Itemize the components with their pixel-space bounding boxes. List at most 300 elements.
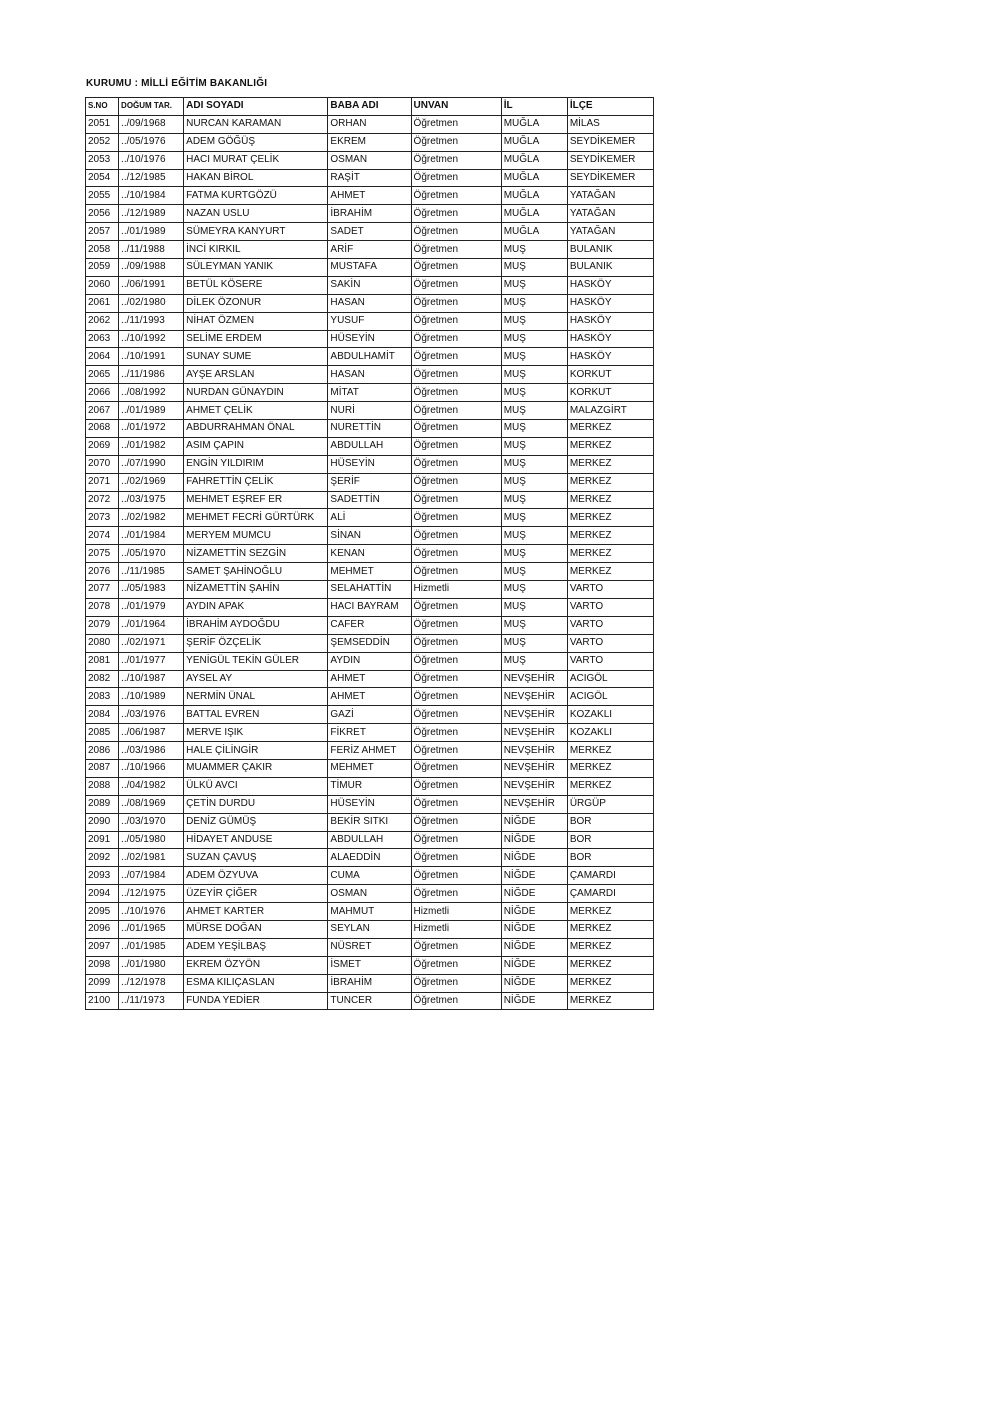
cell-title: Öğretmen bbox=[411, 706, 501, 724]
cell-province: NİĞDE bbox=[501, 956, 567, 974]
cell-title: Öğretmen bbox=[411, 276, 501, 294]
cell-birth-date: ../11/1993 bbox=[119, 312, 184, 330]
cell-district: VARTO bbox=[567, 634, 653, 652]
cell-father-name: CUMA bbox=[328, 867, 411, 885]
cell-sno: 2056 bbox=[86, 205, 119, 223]
cell-province: NEVŞEHİR bbox=[501, 742, 567, 760]
cell-father-name: NURETTİN bbox=[328, 420, 411, 438]
cell-sno: 2068 bbox=[86, 420, 119, 438]
cell-full-name: FUNDA YEDİER bbox=[184, 992, 328, 1010]
cell-province: MUŞ bbox=[501, 545, 567, 563]
cell-full-name: ÇETİN DURDU bbox=[184, 795, 328, 813]
cell-district: MERKEZ bbox=[567, 563, 653, 581]
cell-full-name: MERVE IŞIK bbox=[184, 724, 328, 742]
page-title: KURUMU : MİLLİ EĞİTİM BAKANLIĞI bbox=[86, 78, 268, 89]
cell-sno: 2095 bbox=[86, 903, 119, 921]
cell-province: MUŞ bbox=[501, 598, 567, 616]
cell-sno: 2067 bbox=[86, 402, 119, 420]
cell-district: MERKEZ bbox=[567, 420, 653, 438]
cell-sno: 2063 bbox=[86, 330, 119, 348]
column-header-province: İL bbox=[501, 98, 567, 116]
cell-full-name: ABDURRAHMAN ÖNAL bbox=[184, 420, 328, 438]
cell-father-name: OSMAN bbox=[328, 885, 411, 903]
cell-sno: 2097 bbox=[86, 938, 119, 956]
column-header-full-name: ADI SOYADI bbox=[184, 98, 328, 116]
cell-district: MERKEZ bbox=[567, 455, 653, 473]
cell-sno: 2099 bbox=[86, 974, 119, 992]
cell-birth-date: ../11/1985 bbox=[119, 563, 184, 581]
cell-sno: 2058 bbox=[86, 241, 119, 259]
cell-birth-date: ../10/1976 bbox=[119, 151, 184, 169]
cell-father-name: AHMET bbox=[328, 670, 411, 688]
cell-sno: 2079 bbox=[86, 616, 119, 634]
cell-district: BOR bbox=[567, 849, 653, 867]
cell-district: BOR bbox=[567, 813, 653, 831]
cell-father-name: AYDIN bbox=[328, 652, 411, 670]
cell-province: MUŞ bbox=[501, 581, 567, 599]
cell-title: Öğretmen bbox=[411, 956, 501, 974]
cell-full-name: İBRAHİM AYDOĞDU bbox=[184, 616, 328, 634]
cell-province: MUŞ bbox=[501, 330, 567, 348]
cell-district: KOZAKLI bbox=[567, 706, 653, 724]
cell-district: MERKEZ bbox=[567, 545, 653, 563]
cell-birth-date: ../01/1989 bbox=[119, 402, 184, 420]
cell-province: MUŞ bbox=[501, 402, 567, 420]
cell-father-name: HASAN bbox=[328, 366, 411, 384]
cell-district: HASKÖY bbox=[567, 276, 653, 294]
table-row bbox=[86, 581, 654, 599]
table-row bbox=[86, 294, 654, 312]
cell-father-name: TUNCER bbox=[328, 992, 411, 1010]
cell-birth-date: ../01/1972 bbox=[119, 420, 184, 438]
cell-province: MUŞ bbox=[501, 437, 567, 455]
cell-full-name: AYŞE ARSLAN bbox=[184, 366, 328, 384]
cell-birth-date: ../01/1984 bbox=[119, 527, 184, 545]
cell-birth-date: ../09/1988 bbox=[119, 259, 184, 277]
cell-title: Öğretmen bbox=[411, 885, 501, 903]
cell-province: NEVŞEHİR bbox=[501, 795, 567, 813]
cell-sno: 2091 bbox=[86, 831, 119, 849]
cell-district: MERKEZ bbox=[567, 920, 653, 938]
cell-province: NİĞDE bbox=[501, 992, 567, 1010]
cell-birth-date: ../09/1968 bbox=[119, 115, 184, 133]
cell-full-name: NİHAT ÖZMEN bbox=[184, 312, 328, 330]
cell-full-name: AHMET ÇELİK bbox=[184, 402, 328, 420]
cell-district: SEYDİKEMER bbox=[567, 133, 653, 151]
cell-birth-date: ../05/1980 bbox=[119, 831, 184, 849]
cell-title: Öğretmen bbox=[411, 294, 501, 312]
cell-father-name: SEYLAN bbox=[328, 920, 411, 938]
cell-sno: 2054 bbox=[86, 169, 119, 187]
cell-full-name: DENİZ GÜMÜŞ bbox=[184, 813, 328, 831]
cell-sno: 2082 bbox=[86, 670, 119, 688]
cell-district: HASKÖY bbox=[567, 330, 653, 348]
cell-title: Öğretmen bbox=[411, 491, 501, 509]
cell-father-name: ABDULHAMİT bbox=[328, 348, 411, 366]
cell-title: Öğretmen bbox=[411, 384, 501, 402]
cell-sno: 2086 bbox=[86, 742, 119, 760]
cell-district: MERKEZ bbox=[567, 903, 653, 921]
table-row bbox=[86, 205, 654, 223]
cell-sno: 2098 bbox=[86, 956, 119, 974]
cell-title: Öğretmen bbox=[411, 402, 501, 420]
cell-birth-date: ../01/1977 bbox=[119, 652, 184, 670]
cell-father-name: MUSTAFA bbox=[328, 259, 411, 277]
table-row bbox=[86, 259, 654, 277]
cell-full-name: ADEM YEŞİLBAŞ bbox=[184, 938, 328, 956]
table-row bbox=[86, 634, 654, 652]
cell-district: MİLAS bbox=[567, 115, 653, 133]
table-row bbox=[86, 151, 654, 169]
cell-full-name: SUZAN ÇAVUŞ bbox=[184, 849, 328, 867]
cell-full-name: SELİME ERDEM bbox=[184, 330, 328, 348]
cell-father-name: ALİ bbox=[328, 509, 411, 527]
table-header bbox=[86, 98, 654, 116]
cell-district: YATAĞAN bbox=[567, 223, 653, 241]
table-row bbox=[86, 187, 654, 205]
cell-district: HASKÖY bbox=[567, 312, 653, 330]
cell-sno: 2085 bbox=[86, 724, 119, 742]
cell-birth-date: ../01/1982 bbox=[119, 437, 184, 455]
cell-full-name: NURCAN KARAMAN bbox=[184, 115, 328, 133]
cell-birth-date: ../03/1986 bbox=[119, 742, 184, 760]
table-row bbox=[86, 652, 654, 670]
cell-full-name: ESMA KILIÇASLAN bbox=[184, 974, 328, 992]
table-row bbox=[86, 598, 654, 616]
cell-district: ÜRGÜP bbox=[567, 795, 653, 813]
cell-province: MUŞ bbox=[501, 527, 567, 545]
table-row bbox=[86, 795, 654, 813]
cell-sno: 2077 bbox=[86, 581, 119, 599]
cell-birth-date: ../08/1969 bbox=[119, 795, 184, 813]
cell-birth-date: ../12/1985 bbox=[119, 169, 184, 187]
cell-father-name: İBRAHİM bbox=[328, 205, 411, 223]
cell-full-name: NİZAMETTİN ŞAHİN bbox=[184, 581, 328, 599]
cell-full-name: BETÜL KÖSERE bbox=[184, 276, 328, 294]
cell-district: VARTO bbox=[567, 598, 653, 616]
column-header-sno: S.NO bbox=[86, 98, 119, 116]
cell-province: NEVŞEHİR bbox=[501, 759, 567, 777]
column-header-district: İLÇE bbox=[567, 98, 653, 116]
cell-birth-date: ../02/1971 bbox=[119, 634, 184, 652]
table-row bbox=[86, 885, 654, 903]
cell-title: Öğretmen bbox=[411, 187, 501, 205]
cell-title: Öğretmen bbox=[411, 563, 501, 581]
cell-father-name: HASAN bbox=[328, 294, 411, 312]
cell-district: YATAĞAN bbox=[567, 187, 653, 205]
table-row bbox=[86, 509, 654, 527]
cell-title: Öğretmen bbox=[411, 616, 501, 634]
cell-father-name: OSMAN bbox=[328, 151, 411, 169]
cell-sno: 2080 bbox=[86, 634, 119, 652]
cell-full-name: YENİGÜL TEKİN GÜLER bbox=[184, 652, 328, 670]
cell-full-name: SÜMEYRA KANYURT bbox=[184, 223, 328, 241]
cell-birth-date: ../05/1970 bbox=[119, 545, 184, 563]
cell-father-name: ŞEMSEDDİN bbox=[328, 634, 411, 652]
table-row bbox=[86, 348, 654, 366]
cell-district: BOR bbox=[567, 831, 653, 849]
table-row bbox=[86, 759, 654, 777]
cell-birth-date: ../10/1966 bbox=[119, 759, 184, 777]
cell-father-name: HACI BAYRAM bbox=[328, 598, 411, 616]
table-row bbox=[86, 402, 654, 420]
cell-birth-date: ../03/1976 bbox=[119, 706, 184, 724]
cell-father-name: TİMUR bbox=[328, 777, 411, 795]
cell-title: Öğretmen bbox=[411, 759, 501, 777]
cell-full-name: FATMA KURTGÖZÜ bbox=[184, 187, 328, 205]
cell-province: NİĞDE bbox=[501, 885, 567, 903]
cell-full-name: SUNAY SUME bbox=[184, 348, 328, 366]
cell-district: MERKEZ bbox=[567, 938, 653, 956]
cell-district: VARTO bbox=[567, 616, 653, 634]
cell-birth-date: ../04/1982 bbox=[119, 777, 184, 795]
cell-district: VARTO bbox=[567, 652, 653, 670]
cell-province: MUŞ bbox=[501, 312, 567, 330]
cell-district: MERKEZ bbox=[567, 759, 653, 777]
table-row bbox=[86, 616, 654, 634]
cell-province: MUŞ bbox=[501, 509, 567, 527]
cell-province: NİĞDE bbox=[501, 867, 567, 885]
cell-sno: 2088 bbox=[86, 777, 119, 795]
cell-father-name: ABDULLAH bbox=[328, 437, 411, 455]
table-row bbox=[86, 437, 654, 455]
cell-full-name: ÜZEYİR ÇİĞER bbox=[184, 885, 328, 903]
cell-sno: 2078 bbox=[86, 598, 119, 616]
cell-sno: 2071 bbox=[86, 473, 119, 491]
cell-birth-date: ../11/1973 bbox=[119, 992, 184, 1010]
cell-full-name: EKREM ÖZYÖN bbox=[184, 956, 328, 974]
table-row bbox=[86, 545, 654, 563]
cell-title: Öğretmen bbox=[411, 223, 501, 241]
cell-province: NİĞDE bbox=[501, 813, 567, 831]
cell-sno: 2090 bbox=[86, 813, 119, 831]
cell-father-name: HÜSEYİN bbox=[328, 330, 411, 348]
cell-title: Öğretmen bbox=[411, 437, 501, 455]
table-row bbox=[86, 312, 654, 330]
cell-sno: 2074 bbox=[86, 527, 119, 545]
cell-province: MUĞLA bbox=[501, 133, 567, 151]
cell-full-name: HİDAYET ANDUSE bbox=[184, 831, 328, 849]
cell-sno: 2087 bbox=[86, 759, 119, 777]
cell-full-name: FAHRETTİN ÇELİK bbox=[184, 473, 328, 491]
cell-title: Öğretmen bbox=[411, 241, 501, 259]
cell-province: MUĞLA bbox=[501, 187, 567, 205]
cell-province: MUŞ bbox=[501, 563, 567, 581]
cell-father-name: HÜSEYİN bbox=[328, 455, 411, 473]
cell-birth-date: ../10/1987 bbox=[119, 670, 184, 688]
cell-province: MUŞ bbox=[501, 634, 567, 652]
cell-district: SEYDİKEMER bbox=[567, 151, 653, 169]
cell-father-name: SAKİN bbox=[328, 276, 411, 294]
cell-title: Öğretmen bbox=[411, 670, 501, 688]
cell-title: Öğretmen bbox=[411, 366, 501, 384]
cell-title: Öğretmen bbox=[411, 777, 501, 795]
cell-full-name: MERYEM MUMCU bbox=[184, 527, 328, 545]
cell-province: NİĞDE bbox=[501, 903, 567, 921]
cell-district: MERKEZ bbox=[567, 437, 653, 455]
cell-father-name: NURİ bbox=[328, 402, 411, 420]
cell-province: MUĞLA bbox=[501, 169, 567, 187]
table-row bbox=[86, 420, 654, 438]
cell-birth-date: ../01/1985 bbox=[119, 938, 184, 956]
cell-father-name: FERİZ AHMET bbox=[328, 742, 411, 760]
cell-sno: 2075 bbox=[86, 545, 119, 563]
table-row bbox=[86, 491, 654, 509]
cell-full-name: MEHMET FECRİ GÜRTÜRK bbox=[184, 509, 328, 527]
table-body bbox=[86, 115, 654, 1010]
cell-title: Hizmetli bbox=[411, 920, 501, 938]
cell-district: YATAĞAN bbox=[567, 205, 653, 223]
cell-full-name: HACI MURAT ÇELİK bbox=[184, 151, 328, 169]
cell-father-name: EKREM bbox=[328, 133, 411, 151]
cell-sno: 2065 bbox=[86, 366, 119, 384]
cell-full-name: DİLEK ÖZONUR bbox=[184, 294, 328, 312]
cell-father-name: MEHMET bbox=[328, 759, 411, 777]
cell-district: MALAZGİRT bbox=[567, 402, 653, 420]
cell-sno: 2066 bbox=[86, 384, 119, 402]
cell-sno: 2061 bbox=[86, 294, 119, 312]
cell-sno: 2051 bbox=[86, 115, 119, 133]
cell-birth-date: ../06/1991 bbox=[119, 276, 184, 294]
cell-province: NİĞDE bbox=[501, 831, 567, 849]
cell-title: Öğretmen bbox=[411, 867, 501, 885]
cell-full-name: AHMET KARTER bbox=[184, 903, 328, 921]
cell-sno: 2084 bbox=[86, 706, 119, 724]
cell-title: Öğretmen bbox=[411, 348, 501, 366]
cell-sno: 2062 bbox=[86, 312, 119, 330]
cell-father-name: BEKİR SITKI bbox=[328, 813, 411, 831]
cell-sno: 2059 bbox=[86, 259, 119, 277]
cell-father-name: ALAEDDİN bbox=[328, 849, 411, 867]
cell-title: Öğretmen bbox=[411, 724, 501, 742]
cell-full-name: SAMET ŞAHİNOĞLU bbox=[184, 563, 328, 581]
cell-title: Öğretmen bbox=[411, 795, 501, 813]
cell-birth-date: ../01/1965 bbox=[119, 920, 184, 938]
cell-sno: 2060 bbox=[86, 276, 119, 294]
cell-district: BULANIK bbox=[567, 241, 653, 259]
cell-birth-date: ../06/1987 bbox=[119, 724, 184, 742]
column-header-father-name: BABA ADI bbox=[328, 98, 411, 116]
cell-full-name: AYSEL AY bbox=[184, 670, 328, 688]
cell-birth-date: ../03/1970 bbox=[119, 813, 184, 831]
cell-district: HASKÖY bbox=[567, 294, 653, 312]
table-row bbox=[86, 777, 654, 795]
cell-title: Öğretmen bbox=[411, 527, 501, 545]
cell-birth-date: ../07/1990 bbox=[119, 455, 184, 473]
cell-full-name: BATTAL EVREN bbox=[184, 706, 328, 724]
cell-birth-date: ../07/1984 bbox=[119, 867, 184, 885]
cell-birth-date: ../11/1986 bbox=[119, 366, 184, 384]
cell-father-name: CAFER bbox=[328, 616, 411, 634]
cell-father-name: SELAHATTİN bbox=[328, 581, 411, 599]
cell-birth-date: ../10/1989 bbox=[119, 688, 184, 706]
cell-province: MUŞ bbox=[501, 348, 567, 366]
cell-district: ACIGÖL bbox=[567, 688, 653, 706]
cell-father-name: MEHMET bbox=[328, 563, 411, 581]
cell-province: MUŞ bbox=[501, 366, 567, 384]
cell-title: Öğretmen bbox=[411, 133, 501, 151]
cell-province: MUŞ bbox=[501, 616, 567, 634]
cell-birth-date: ../12/1975 bbox=[119, 885, 184, 903]
cell-birth-date: ../10/1976 bbox=[119, 903, 184, 921]
cell-birth-date: ../01/1989 bbox=[119, 223, 184, 241]
cell-district: ÇAMARDI bbox=[567, 885, 653, 903]
cell-title: Öğretmen bbox=[411, 652, 501, 670]
table-row bbox=[86, 384, 654, 402]
cell-full-name: HAKAN BİROL bbox=[184, 169, 328, 187]
cell-district: MERKEZ bbox=[567, 777, 653, 795]
cell-title: Öğretmen bbox=[411, 545, 501, 563]
table-row bbox=[86, 920, 654, 938]
cell-sno: 2081 bbox=[86, 652, 119, 670]
cell-district: KORKUT bbox=[567, 384, 653, 402]
cell-sno: 2076 bbox=[86, 563, 119, 581]
cell-province: NİĞDE bbox=[501, 938, 567, 956]
cell-father-name: RAŞİT bbox=[328, 169, 411, 187]
cell-province: MUĞLA bbox=[501, 115, 567, 133]
cell-district: MERKEZ bbox=[567, 473, 653, 491]
cell-province: MUĞLA bbox=[501, 205, 567, 223]
cell-full-name: ENGİN YILDIRIM bbox=[184, 455, 328, 473]
cell-full-name: NERMİN ÜNAL bbox=[184, 688, 328, 706]
cell-district: KORKUT bbox=[567, 366, 653, 384]
cell-full-name: ŞERİF ÖZÇELİK bbox=[184, 634, 328, 652]
cell-title: Öğretmen bbox=[411, 473, 501, 491]
cell-birth-date: ../01/1964 bbox=[119, 616, 184, 634]
table-row bbox=[86, 241, 654, 259]
cell-birth-date: ../02/1981 bbox=[119, 849, 184, 867]
cell-title: Öğretmen bbox=[411, 742, 501, 760]
cell-district: ACIGÖL bbox=[567, 670, 653, 688]
cell-title: Öğretmen bbox=[411, 974, 501, 992]
cell-district: SEYDİKEMER bbox=[567, 169, 653, 187]
cell-father-name: SİNAN bbox=[328, 527, 411, 545]
cell-title: Öğretmen bbox=[411, 992, 501, 1010]
cell-full-name: MEHMET EŞREF ER bbox=[184, 491, 328, 509]
cell-title: Hizmetli bbox=[411, 903, 501, 921]
cell-province: MUŞ bbox=[501, 420, 567, 438]
cell-title: Öğretmen bbox=[411, 688, 501, 706]
cell-title: Öğretmen bbox=[411, 259, 501, 277]
cell-province: MUĞLA bbox=[501, 223, 567, 241]
cell-father-name: ARİF bbox=[328, 241, 411, 259]
cell-title: Öğretmen bbox=[411, 509, 501, 527]
table-row bbox=[86, 706, 654, 724]
cell-sno: 2064 bbox=[86, 348, 119, 366]
cell-father-name: ŞERİF bbox=[328, 473, 411, 491]
cell-birth-date: ../03/1975 bbox=[119, 491, 184, 509]
cell-father-name: GAZİ bbox=[328, 706, 411, 724]
table-row bbox=[86, 867, 654, 885]
cell-father-name: İSMET bbox=[328, 956, 411, 974]
cell-district: MERKEZ bbox=[567, 509, 653, 527]
table-row bbox=[86, 688, 654, 706]
cell-birth-date: ../05/1983 bbox=[119, 581, 184, 599]
cell-district: MERKEZ bbox=[567, 491, 653, 509]
cell-title: Hizmetli bbox=[411, 581, 501, 599]
cell-province: NEVŞEHİR bbox=[501, 688, 567, 706]
cell-district: KOZAKLI bbox=[567, 724, 653, 742]
cell-title: Öğretmen bbox=[411, 634, 501, 652]
cell-province: NEVŞEHİR bbox=[501, 706, 567, 724]
cell-sno: 2055 bbox=[86, 187, 119, 205]
cell-district: MERKEZ bbox=[567, 974, 653, 992]
table-row bbox=[86, 938, 654, 956]
cell-title: Öğretmen bbox=[411, 169, 501, 187]
cell-father-name: SADETTİN bbox=[328, 491, 411, 509]
cell-sno: 2092 bbox=[86, 849, 119, 867]
cell-full-name: HALE ÇİLİNGİR bbox=[184, 742, 328, 760]
